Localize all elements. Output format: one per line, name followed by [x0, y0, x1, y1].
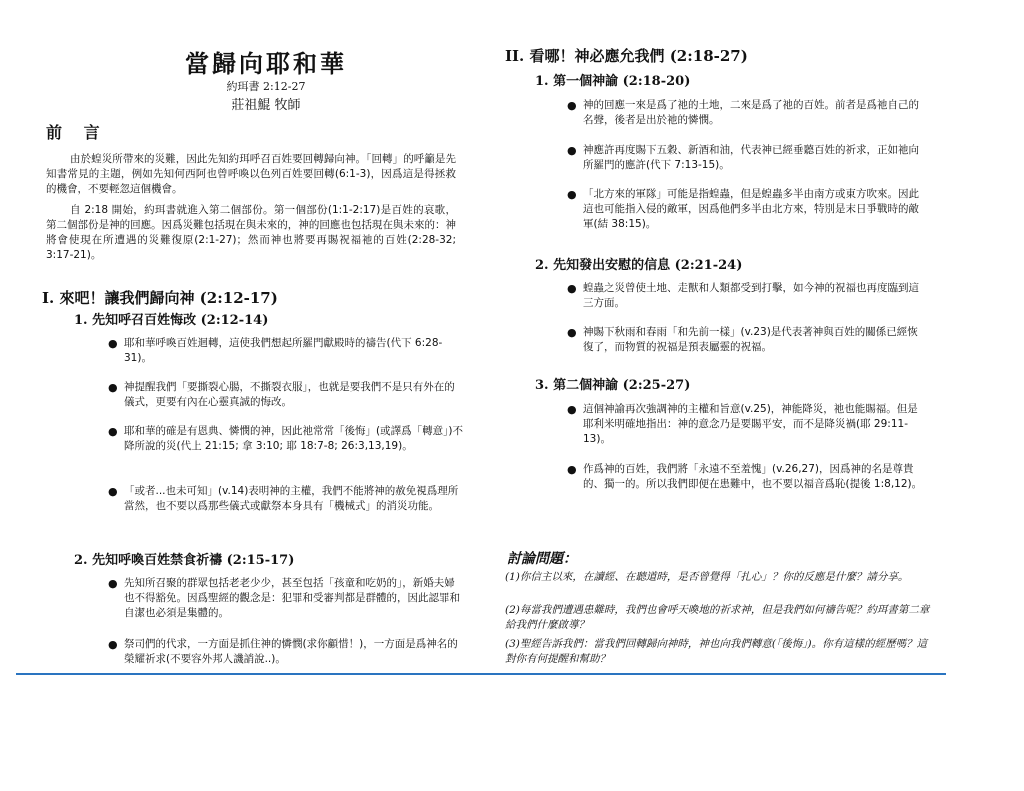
preface-paragraph-1: 由於蝗災所帶來的災難，因此先知約珥呼召百姓要回轉歸向神。「回轉」的呼籲是先知書常見的主題，例如先知何西阿也曾呼喚以色列百姓要回轉(6:1-3)，因爲這是得拯救的機會，不要輕忽這個機會。	[46, 153, 456, 195]
list-item: ● 這個神諭再次強調神的主權和旨意(v.25)，神能降災，祂也能賜福。但是耶利米明確地指出：神的意念乃是要賜平安，而不是降災禍(耶 29:11-13)。	[567, 403, 918, 445]
section-2-sub-1: 1. 第一個神諭 (2:18-20)	[535, 74, 691, 89]
bullet-icon: ●	[567, 403, 577, 416]
bullet-icon: ●	[108, 381, 118, 394]
bullet-icon: ●	[108, 337, 118, 350]
page-divider-line	[16, 673, 946, 675]
discussion-heading: 討論問題：	[507, 551, 577, 567]
bullet-icon: ●	[567, 282, 577, 295]
list-item: ● 「或者...也未可知」(v.14)表明神的主權，我們不能將神的赦免視爲理所當然，也不要以爲那些儀式或獻祭本身具有「機械式」的消災功能。	[108, 485, 459, 512]
list-item: ● 神的回應一來是爲了祂的土地，二來是爲了祂的百姓。前者是爲祂自己的名聲，後者是出於祂的憐憫。	[567, 99, 919, 126]
preface-heading: 前 言	[46, 123, 108, 142]
section-1-sub-1: 1. 先知呼召百姓悔改 (2:12-14)	[74, 313, 269, 328]
list-item: ● 先知所召聚的群眾包括老老少少，甚至包括「孩童和吃奶的」，新婚夫婦也不得豁免。因爲聖經的觀念是：犯罪和受審判都是群體的，因此認罪和自潔也必須是集體的。	[108, 577, 460, 619]
scripture-reference: 約珥書 2:12-27	[226, 80, 306, 93]
bullet-icon: ●	[108, 638, 118, 651]
list-item: ● 作爲神的百姓，我們將「永遠不至羞愧」(v.26,27)，因爲神的名是尊貴的、獨一的。所以我們即便在患難中，也不要以福音爲恥(提後 1:8,12)。	[567, 463, 923, 490]
list-item: ● 神賜下秋雨和春雨「和先前一樣」(v.23)是代表著神與百姓的關係已經恢復了，而物質的祝福是預表屬靈的祝福。	[567, 326, 918, 353]
bullet-icon: ●	[108, 425, 118, 438]
bullet-icon: ●	[108, 485, 118, 498]
list-item: ● 神提醒我們「要撕裂心腸，不撕裂衣服」，也就是要我們不是只有外在的儀式，更要有內在心靈真誠的悔改。	[108, 381, 455, 408]
list-item: ● 耶和華的確是有恩典、憐憫的神，因此祂常常「後悔」(或譯爲「轉意」)不降所說的災(代上 21:15; 拿 3:10; 耶 18:7-8; 26:3,13,19)。	[108, 425, 463, 452]
discussion-question: (2)每當我們遭遇患難時，我們也會呼天喚地的祈求神，但是我們如何禱告呢？約珥書第二章給我們什麼啟導？	[505, 604, 930, 631]
bullet-icon: ●	[567, 326, 577, 339]
discussion-question: (3)聖經告訴我們：當我們回轉歸向神時，神也向我們轉意(「後悔」)。你有這樣的經歷嗎？這對你有何提醒和幫助？	[505, 638, 928, 665]
discussion-question: (1)你信主以來，在讀經、在聽道時，是否曾覺得「扎心」？你的反應是什麼？請分享。	[505, 571, 909, 583]
list-item: ● 祭司們的代求，一方面是抓住神的憐憫(求你顧惜！)，一方面是爲神名的榮耀祈求(不要容外邦人譏誚說..)。	[108, 638, 458, 665]
list-item: ● 蝗蟲之災曾使土地、走獸和人類都受到打擊，如今神的祝福也再度臨到這三方面。	[567, 282, 919, 309]
list-item: ● 「北方來的軍隊」可能是指蝗蟲，但是蝗蟲多半由南方或東方吹來。因此這也可能指入侵的敵軍，因爲他們多半由北方來，特別是末日爭戰時的敵軍(結 38:15)。	[567, 188, 919, 230]
bullet-icon: ●	[108, 577, 118, 590]
bullet-icon: ●	[567, 99, 577, 112]
list-item: ● 神應許再度賜下五穀、新酒和油，代表神已經垂聽百姓的祈求，正如祂向所羅門的應許(代下 7:13-15)。	[567, 144, 919, 171]
page-title: 當歸向耶和華	[185, 49, 347, 78]
section-2-sub-3: 3. 第二個神諭 (2:25-27)	[535, 378, 691, 393]
preface-paragraph-2: 自 2:18 開始，約珥書就進入第二個部份。第一個部份(1:1-2:17)是百姓的哀歌，第二個部份是神的回應。因爲災難包括現在與未來的，神的回應也包括現在與未來的：神將會使現在所遭遇的災難復原(2:1-27)；然而神也將要再賜祝福祂的百姓(2:28-32; 3:17-21)。	[46, 204, 456, 261]
author: 莊祖鯤 牧師	[231, 98, 301, 113]
list-item: ● 耶和華呼喚百姓迴轉，這使我們想起所羅門獻殿時的禱告(代下 6:28-31)。	[108, 337, 443, 364]
bullet-icon: ●	[567, 144, 577, 157]
bullet-icon: ●	[567, 188, 577, 201]
section-1-sub-2: 2. 先知呼喚百姓禁食祈禱 (2:15-17)	[74, 553, 295, 568]
section-2-sub-2: 2. 先知發出安慰的信息 (2:21-24)	[535, 258, 743, 273]
section-1-heading: I. 來吧！讓我們歸向神 (2:12-17)	[42, 289, 278, 307]
bullet-icon: ●	[567, 463, 577, 476]
section-2-heading: II. 看哪！神必應允我們 (2:18-27)	[505, 47, 748, 65]
